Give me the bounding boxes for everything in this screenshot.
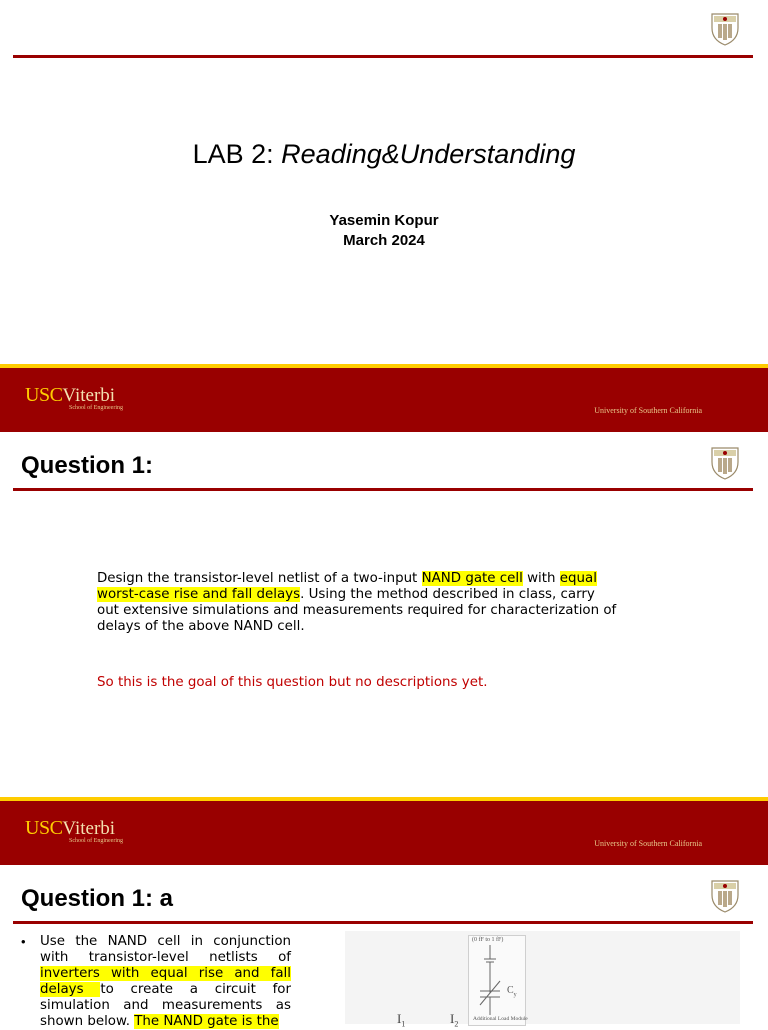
page-title: LAB 2: Reading&Understanding: [192, 139, 576, 169]
slide-title-page: [0, 0, 768, 432]
slide-title: Question 1:: [21, 452, 154, 479]
header-rule: [13, 488, 753, 491]
footer-bar: [0, 801, 768, 865]
slide-question-1a: [0, 865, 768, 1029]
slide-question-1: [0, 432, 768, 797]
bullet-paragraph: Use the NAND cell in conjunction with transistor-level netlists of inverters with equal rise and fall delays to create a circuit for simulation and measurements as shown below. The NAND gate is the: [40, 934, 291, 1029]
inverter-label-i2: $I_2$: [450, 1011, 459, 1029]
usc-crest-icon: [710, 444, 740, 480]
note-text: So this is the goal of this question but no descriptions yet.: [97, 675, 488, 690]
question-paragraph: Design the transistor-level netlist of a two-input NAND gate cell with equal worst-case rise and fall delays. Using the method described in class, carry out extensive simulations and measurements required for characterization of delays of the above NAND cell.: [97, 571, 617, 634]
usc-viterbi-logo: USCViterbi School of Engineering: [25, 384, 123, 411]
slide-title: Question 1: a: [21, 885, 174, 912]
header-rule: [13, 55, 753, 58]
bullet-marker: •: [21, 934, 26, 949]
usc-crest-icon: [710, 10, 740, 46]
footer-bar: [0, 368, 768, 432]
date: March 2024: [343, 232, 425, 249]
usc-crest-icon: [710, 877, 740, 913]
header-rule: [13, 921, 753, 924]
circuit-diagram: [345, 931, 740, 1029]
cap-label: $C_y$: [507, 985, 517, 998]
range-label: (0 fF to 1 fF): [472, 937, 504, 943]
usc-viterbi-logo: USCViterbi School of Engineering: [25, 817, 123, 844]
author-name: Yasemin Kopur: [329, 212, 439, 229]
inverter-label-i1: $I_1$: [397, 1011, 406, 1029]
university-name: University of Southern California: [594, 839, 702, 848]
variable-capacitor-icon: [470, 945, 520, 1015]
module-label: Additional Load Module: [473, 1016, 528, 1022]
university-name: University of Southern California: [594, 406, 702, 415]
